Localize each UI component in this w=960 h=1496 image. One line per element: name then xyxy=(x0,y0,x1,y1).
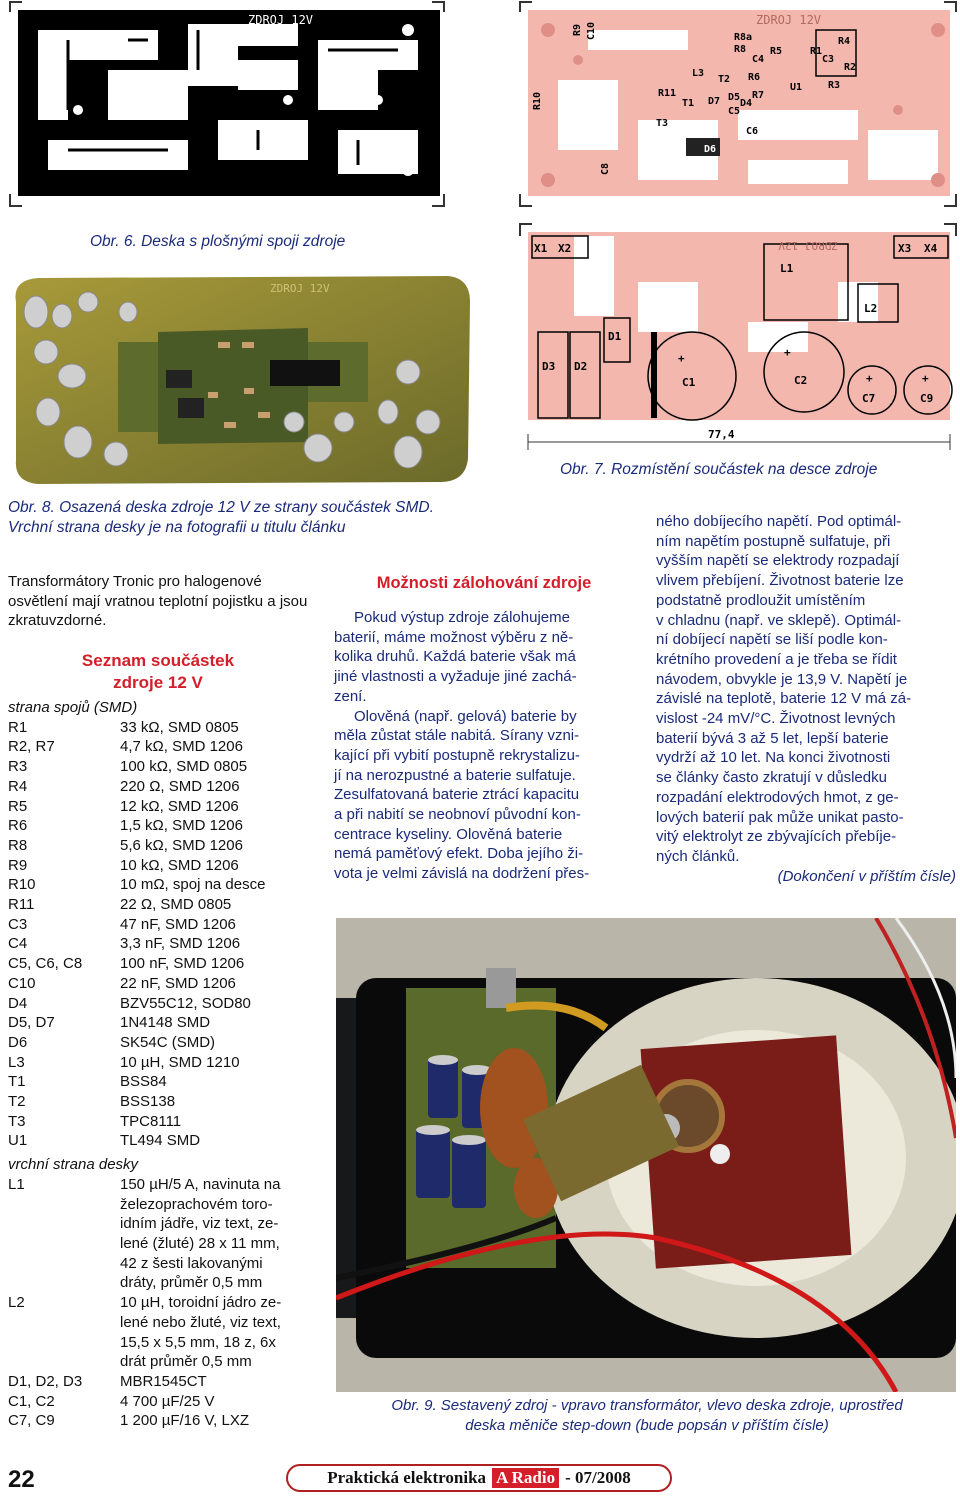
part-label-l1: L1 xyxy=(780,262,794,275)
parts-value-line: idním jádře, viz text, ze- xyxy=(120,1215,279,1233)
fig9-caption-line2: deska měniče step-down (bude popsán v příštím čísle) xyxy=(465,1417,829,1434)
parts-value-line: 150 µH/5 A, navinuta na xyxy=(120,1175,281,1193)
parts-value: 22 Ω, SMD 0805 xyxy=(120,896,232,914)
pcb-smd-label: ZDROJ 12V xyxy=(756,13,822,27)
footer-banner xyxy=(286,1464,672,1492)
part-label-d3: D3 xyxy=(542,360,556,373)
part-label-c5: C5 xyxy=(728,106,741,117)
part-label-r7: R7 xyxy=(752,90,765,101)
parts-value: 10 mΩ, spoj na desce xyxy=(120,876,266,894)
part-label-c6: C6 xyxy=(746,126,759,137)
parts-row xyxy=(8,1053,308,1073)
middle-column xyxy=(334,572,634,884)
parts-key: R2, R7 xyxy=(8,738,55,756)
text-line: Olověná (např. gelová) baterie by xyxy=(354,707,577,725)
part-label-r6: R6 xyxy=(748,72,761,83)
parts-row xyxy=(8,1131,308,1151)
parts-row xyxy=(8,895,308,915)
part-label-x1: X1 xyxy=(534,242,548,255)
parts-key: R4 xyxy=(8,777,28,795)
parts-value: 10 µH, SMD 1210 xyxy=(120,1053,240,1071)
pcb-placement-figure xyxy=(518,222,960,452)
part-label-x2: X2 xyxy=(558,242,572,255)
parts-rows-smd xyxy=(8,718,308,1151)
parts-list-heading-line1: Seznam součástek xyxy=(81,651,235,670)
parts-value-line: 15,5 x 5,5 mm, 18 z, 6x xyxy=(120,1333,276,1351)
part-label-c9: C9 xyxy=(920,392,934,405)
parts-row xyxy=(8,1033,308,1053)
pcb-smd-layout-drawing xyxy=(518,0,960,210)
parts-value: 22 nF, SMD 1206 xyxy=(120,974,236,992)
part-label-l2: L2 xyxy=(864,302,878,315)
text-line: vitý elektrolyt ze zbývajících přebíje- xyxy=(656,828,897,846)
parts-key: R11 xyxy=(8,896,35,914)
parts-value: BZV55C12, SOD80 xyxy=(120,994,251,1012)
parts-value-line: lené nebo žluté, viz text, xyxy=(120,1313,281,1331)
intro-text: Transformátory Tronic pro halogenové osvětlení mají vratnou teplotní pojistku a jsou zkratuvzdorné. xyxy=(8,573,308,630)
text-line: ní dobíjecí napětí se liší podle kon- xyxy=(656,631,888,649)
parts-list-heading-line2: zdroje 12 V xyxy=(113,673,203,692)
fig6-caption: Obr. 6. Deska s plošnými spoji zdroje xyxy=(90,233,346,250)
parts-key: C3 xyxy=(8,915,28,933)
parts-row xyxy=(8,934,308,954)
parts-key: R6 xyxy=(8,817,28,835)
parts-key: R1 xyxy=(8,718,28,736)
parts-value xyxy=(120,1175,308,1293)
part-label-d4: D4 xyxy=(740,98,753,109)
parts-value: 10 kΩ, SMD 1206 xyxy=(120,856,239,874)
parts-key: R10 xyxy=(8,876,36,894)
text-line: vislost -24 mV/°C. Životnost levných xyxy=(656,710,896,728)
parts-list-heading xyxy=(8,650,308,694)
parts-row-l2 xyxy=(8,1293,308,1372)
parts-key: C10 xyxy=(8,974,36,992)
parts-value: 1N4148 SMD xyxy=(120,1014,211,1032)
pcb-placement-drawing xyxy=(518,222,960,452)
parts-key: D6 xyxy=(8,1033,28,1051)
text-line: centrace kyseliny. Olověná baterie xyxy=(334,825,563,843)
parts-value-line: 10 µH, toroidní jádro ze- xyxy=(120,1294,282,1312)
section-heading-backup: Možnosti zálohování zdroje xyxy=(376,574,592,592)
part-label-t3: T3 xyxy=(656,118,669,129)
pcb-placement-mirror-label: ZDROJ 12V xyxy=(778,239,838,252)
parts-value xyxy=(120,1293,308,1372)
text-line: a při nabití se neobnoví původní kon- xyxy=(334,806,581,824)
pcb-copper-drawing xyxy=(8,0,448,210)
parts-value: 1,5 kΩ, SMD 1206 xyxy=(120,817,243,835)
part-label-r5: R5 xyxy=(770,46,783,57)
svg-text:+: + xyxy=(866,372,873,385)
part-label-d6: D6 xyxy=(704,144,717,155)
parts-value: 33 kΩ, SMD 0805 xyxy=(120,718,239,736)
parts-value: 100 nF, SMD 1206 xyxy=(120,955,245,973)
text-line: baterií, máme možnost výběru z ně- xyxy=(334,628,574,646)
parts-key: L1 xyxy=(8,1175,25,1193)
parts-rows-top xyxy=(8,1372,308,1431)
text-line: Zesulfatovaná baterie ztrácí kapacitu xyxy=(334,786,580,804)
parts-row xyxy=(8,1013,308,1033)
parts-list xyxy=(8,698,308,1431)
parts-row xyxy=(8,994,308,1014)
part-label-c1: C1 xyxy=(682,376,696,389)
pcb-dimension: 77,4 xyxy=(708,428,735,441)
parts-value: SK54C (SMD) xyxy=(120,1033,216,1051)
text-line: se články často zkratují v důsledku xyxy=(656,769,887,787)
parts-row xyxy=(8,816,308,836)
board-photo-label: ZDROJ 12V xyxy=(270,282,330,295)
parts-value-line: 42 z šesti lakovanými xyxy=(120,1254,263,1272)
parts-row xyxy=(8,954,308,974)
parts-row xyxy=(8,1092,308,1112)
parts-key: D1, D2, D3 xyxy=(8,1372,83,1390)
part-label-d5: D5 xyxy=(728,92,741,103)
pcb-smd-layout-figure xyxy=(518,0,960,210)
parts-key: L2 xyxy=(8,1294,25,1312)
parts-value: 220 Ω, SMD 1206 xyxy=(120,777,240,795)
part-label-c2: C2 xyxy=(794,374,808,387)
parts-value-line: dráty, průměr 0,5 mm xyxy=(120,1274,263,1292)
parts-value: BSS84 xyxy=(120,1073,167,1091)
parts-section-smd: strana spojů (SMD) xyxy=(8,699,138,716)
text-line: lových baterií pak může unikat pasto- xyxy=(656,808,904,826)
parts-value: 47 nF, SMD 1206 xyxy=(120,915,236,933)
parts-row xyxy=(8,797,308,817)
parts-value: 4,7 kΩ, SMD 1206 xyxy=(120,738,243,756)
footer-magazine-name: Praktická elektronika xyxy=(327,1468,487,1487)
part-label-r11: R11 xyxy=(658,88,677,99)
text-line: vyšším napětí se elektrody rozpadají xyxy=(656,552,900,570)
parts-value: TL494 SMD xyxy=(120,1132,201,1150)
parts-key: T1 xyxy=(8,1073,26,1091)
part-label-d2: D2 xyxy=(574,360,588,373)
part-label-d7: D7 xyxy=(708,96,721,107)
part-label-r8: R8 xyxy=(734,44,747,55)
parts-row xyxy=(8,915,308,935)
parts-value: BSS138 xyxy=(120,1093,176,1111)
part-label-r3: R3 xyxy=(828,80,841,91)
fig7-caption: Obr. 7. Rozmístění součástek na desce zdroje xyxy=(560,461,878,478)
part-label-r4: R4 xyxy=(838,36,851,47)
parts-key: C7, C9 xyxy=(8,1412,55,1430)
text-line: ných článků. xyxy=(656,847,740,865)
pcb-copper-figure xyxy=(8,0,448,210)
text-line: kající při vybití postupně rekrystalizu- xyxy=(334,746,580,764)
text-line: jiné vlastnosti a vyžaduje jiné zachá- xyxy=(334,668,577,686)
right-column-text xyxy=(656,512,956,867)
text-line: Pokud výstup zdroje zálohujeme xyxy=(354,609,570,626)
footer-brand: A Radio xyxy=(492,1468,559,1488)
pcb-copper-label: ZDROJ 12V xyxy=(248,13,314,27)
parts-value-line: drát průměr 0,5 mm xyxy=(120,1353,252,1371)
part-label-c7: C7 xyxy=(862,392,876,405)
right-column xyxy=(656,512,956,886)
svg-text:+: + xyxy=(784,346,791,359)
text-line: kolika druhů. Každá baterie však má xyxy=(334,648,576,666)
svg-text:+: + xyxy=(678,352,685,365)
parts-key: U1 xyxy=(8,1132,28,1150)
fig9-caption xyxy=(334,1396,960,1436)
parts-value: 1 200 µF/16 V, LXZ xyxy=(120,1412,250,1430)
parts-key: C4 xyxy=(8,935,28,953)
part-label-r1: R1 xyxy=(810,46,823,57)
parts-key: C1, C2 xyxy=(8,1392,55,1410)
text-line: baterií bývá 3 až 5 let, lepší baterie xyxy=(656,729,889,747)
part-label-r10: R10 xyxy=(532,91,543,110)
text-line: ného dobíjecího napětí. Pod optimál- xyxy=(656,513,902,530)
text-line: návodem, obvykle je 13,9 V. Napětí je xyxy=(656,670,908,688)
parts-row xyxy=(8,777,308,797)
parts-key: D5, D7 xyxy=(8,1014,55,1032)
parts-key: R5 xyxy=(8,797,28,815)
part-label-l3: L3 xyxy=(692,68,705,79)
text-line: v chladnu (např. ve sklepě). Optimál- xyxy=(656,611,902,629)
parts-row xyxy=(8,836,308,856)
parts-row xyxy=(8,737,308,757)
part-label-x3: X3 xyxy=(898,242,912,255)
assembled-supply-drawing xyxy=(336,918,956,1392)
text-line: vota je velmi závislá na dodržení přes- xyxy=(334,865,590,883)
svg-text:+: + xyxy=(922,372,929,385)
parts-row xyxy=(8,875,308,895)
parts-row xyxy=(8,1372,308,1392)
part-label-d1: D1 xyxy=(608,330,622,343)
assembled-supply-photo xyxy=(336,918,956,1392)
part-label-u1: U1 xyxy=(790,82,803,93)
text-line: měla zůstat stále nabitá. Sírany vzni- xyxy=(334,727,580,745)
text-line: ním napětím postupně sulfatuje, při xyxy=(656,532,891,550)
parts-row-l1 xyxy=(8,1175,308,1293)
board-photo xyxy=(8,272,476,488)
middle-column-text xyxy=(334,608,634,884)
part-label-c10: C10 xyxy=(586,21,597,40)
parts-value: 100 kΩ, SMD 0805 xyxy=(120,758,248,776)
footer-issue: - 07/2008 xyxy=(565,1468,631,1487)
text-line: rozpadání elektrodových hmot, z ge- xyxy=(656,788,899,806)
parts-value: 5,6 kΩ, SMD 1206 xyxy=(120,836,243,854)
text-line: vlivem přebíjení. Životnost baterie lze xyxy=(656,572,904,590)
ic-chip xyxy=(270,360,340,386)
part-label-t2: T2 xyxy=(718,74,731,85)
parts-key: L3 xyxy=(8,1053,25,1071)
text-line: vydrží až 10 let. Na konci životnosti xyxy=(656,749,891,767)
parts-row xyxy=(8,718,308,738)
parts-key: C5, C6, C8 xyxy=(8,955,83,973)
parts-value: TPC8111 xyxy=(120,1112,182,1130)
board-photo-drawing xyxy=(8,272,476,488)
text-line: závislé na teplotě, baterie 12 V má zá- xyxy=(656,690,912,708)
page-number: 22 xyxy=(8,1466,35,1493)
parts-key: R8 xyxy=(8,836,28,854)
part-label-x4: X4 xyxy=(924,242,938,255)
parts-value: 3,3 nF, SMD 1206 xyxy=(120,935,241,953)
continued-note: (Dokončení v příštím čísle) xyxy=(777,867,956,885)
parts-key: T2 xyxy=(8,1093,26,1111)
part-label-r8a: R8a xyxy=(734,32,753,43)
parts-row xyxy=(8,974,308,994)
parts-row xyxy=(8,1072,308,1092)
parts-value: 12 kΩ, SMD 1206 xyxy=(120,797,239,815)
text-line: jí na nerozpustné a baterie sulfatuje. xyxy=(334,766,576,784)
parts-section-top: vrchní strana desky xyxy=(8,1156,139,1174)
parts-value: 4 700 µF/25 V xyxy=(120,1392,215,1410)
parts-row xyxy=(8,856,308,876)
part-label-c3: C3 xyxy=(822,54,835,65)
text-line: nemá paměťový efekt. Doba jejího ži- xyxy=(334,845,584,863)
parts-value-line: lené (žluté) 28 x 11 mm, xyxy=(120,1234,280,1252)
text-line: zení. xyxy=(334,687,367,705)
parts-row xyxy=(8,1112,308,1132)
fig8-caption: Obr. 8. Osazená deska zdroje 12 V ze strany součástek SMD. Vrchní strana desky je na fotografii u titulu článku xyxy=(8,499,434,536)
parts-key: D4 xyxy=(8,994,28,1012)
parts-row xyxy=(8,757,308,777)
parts-value: MBR1545CT xyxy=(120,1372,207,1390)
parts-row xyxy=(8,1411,308,1431)
parts-row xyxy=(8,1392,308,1412)
text-line: podstatně prodloužit umístěním xyxy=(656,591,866,609)
text-line: krétního provedení a je třeba se řídit xyxy=(656,650,897,668)
part-label-c8: C8 xyxy=(600,162,611,175)
part-label-r9: R9 xyxy=(572,23,583,36)
parts-key: R3 xyxy=(8,758,28,776)
part-label-c4: C4 xyxy=(752,54,765,65)
part-label-r2: R2 xyxy=(844,62,857,73)
part-label-t1: T1 xyxy=(682,98,695,109)
parts-key: R9 xyxy=(8,856,28,874)
parts-value-line: železoprachovém toro- xyxy=(120,1195,273,1213)
parts-key: T3 xyxy=(8,1112,26,1130)
fig9-caption-line1: Obr. 9. Sestavený zdroj - vpravo transformátor, vlevo deska zdroje, uprostřed xyxy=(391,1397,903,1414)
